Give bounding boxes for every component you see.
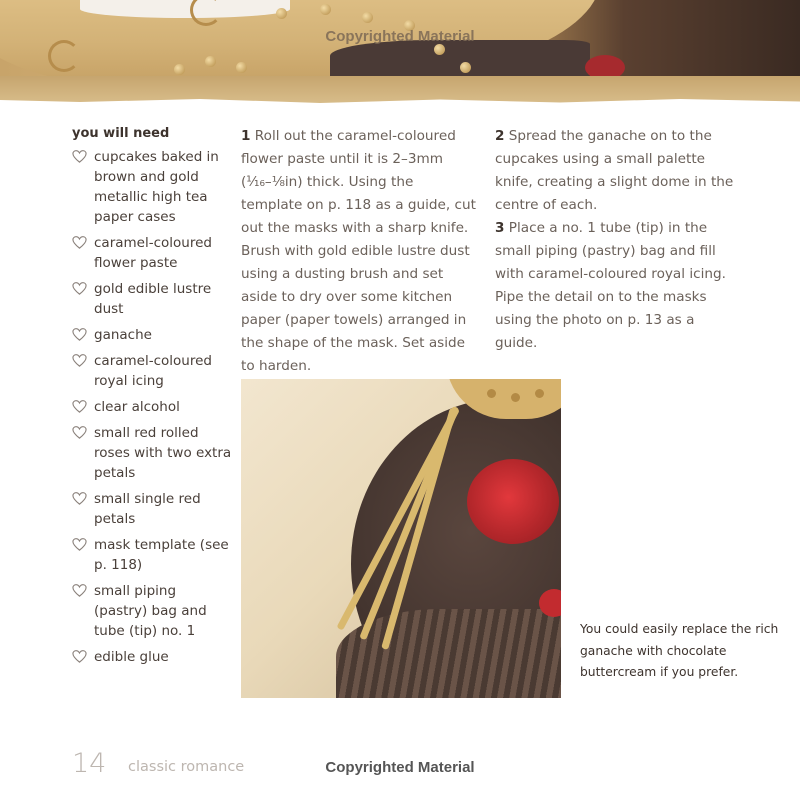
ingredient-item <box>72 647 232 667</box>
you-will-need-list <box>72 126 232 673</box>
instructions-column-1 <box>241 125 476 378</box>
photo-caption: You could easily replace the rich ganache with chocolate buttercream if you prefer. <box>580 622 779 679</box>
watermark-top: Copyrighted Material <box>325 28 475 45</box>
ingredient-label: gold edible lustre dust <box>94 281 212 317</box>
cupcake-photo <box>241 379 561 698</box>
section-title: classic romance <box>128 759 245 775</box>
ingredient-label: small piping (pastry) bag and tube (tip) no. 1 <box>94 583 207 639</box>
step-1-text: Roll out the caramel-coloured flower paste until it is 2–3mm (¹⁄₁₆–⅛in) thick. Using the template on p. 118 as a guide, cut out the masks with a sharp knife. Brush with gold edible lustre dust using a dusting brush and set aside to dry over some kitchen paper (paper towels) arranged in the shape of the mask. Set aside to harden. <box>241 128 476 374</box>
ingredient-label: caramel-coloured flower paste <box>94 235 212 271</box>
heart-bullet-icon <box>72 149 87 164</box>
ingredient-label: cupcakes baked in brown and gold metallic high tea paper cases <box>94 149 219 225</box>
step-2 <box>495 125 735 217</box>
step-3 <box>495 217 735 355</box>
step-2-text: Spread the ganache on to the cupcakes using a small palette knife, creating a slight dome in the centre of each. <box>495 128 734 213</box>
step-1 <box>241 125 476 378</box>
ingredient-label: small single red petals <box>94 491 201 527</box>
heart-bullet-icon <box>72 649 87 664</box>
ingredient-item <box>72 397 232 417</box>
ingredient-item <box>72 279 232 319</box>
instructions-column-2 <box>495 125 735 355</box>
ingredient-item <box>72 233 232 273</box>
ingredient-label: small red rolled roses with two extra petals <box>94 425 232 481</box>
ingredient-item <box>72 489 232 529</box>
ingredient-label: edible glue <box>94 649 169 665</box>
step-3-text: Place a no. 1 tube (tip) in the small piping (pastry) bag and fill with caramel-coloured royal icing. Pipe the detail on to the masks using the photo on p. 13 as a guide. <box>495 220 726 351</box>
ingredient-item <box>72 325 232 345</box>
heart-bullet-icon <box>72 353 87 368</box>
heart-bullet-icon <box>72 281 87 296</box>
step-1-number: 1 <box>241 128 251 144</box>
heart-bullet-icon <box>72 327 87 342</box>
ingredient-label: caramel-coloured royal icing <box>94 353 212 389</box>
you-will-need-heading: you will need <box>72 126 170 141</box>
ingredient-item <box>72 147 232 227</box>
heart-bullet-icon <box>72 425 87 440</box>
red-rose-decoration <box>467 459 559 544</box>
ingredient-label: mask template (see p. 118) <box>94 537 229 573</box>
ingredient-item <box>72 351 232 391</box>
top-banner-photo <box>0 0 800 104</box>
page-number: 14 <box>72 748 107 779</box>
ingredient-label: clear alcohol <box>94 399 180 415</box>
heart-bullet-icon <box>72 537 87 552</box>
heart-bullet-icon <box>72 583 87 598</box>
ingredient-item <box>72 581 232 641</box>
heart-bullet-icon <box>72 235 87 250</box>
heart-bullet-icon <box>72 399 87 414</box>
step-3-number: 3 <box>495 220 505 236</box>
ingredient-item <box>72 535 232 575</box>
watermark-bottom: Copyrighted Material <box>325 759 475 776</box>
step-2-number: 2 <box>495 128 505 144</box>
ingredient-label: ganache <box>94 327 152 343</box>
heart-bullet-icon <box>72 491 87 506</box>
ingredient-item <box>72 423 232 483</box>
